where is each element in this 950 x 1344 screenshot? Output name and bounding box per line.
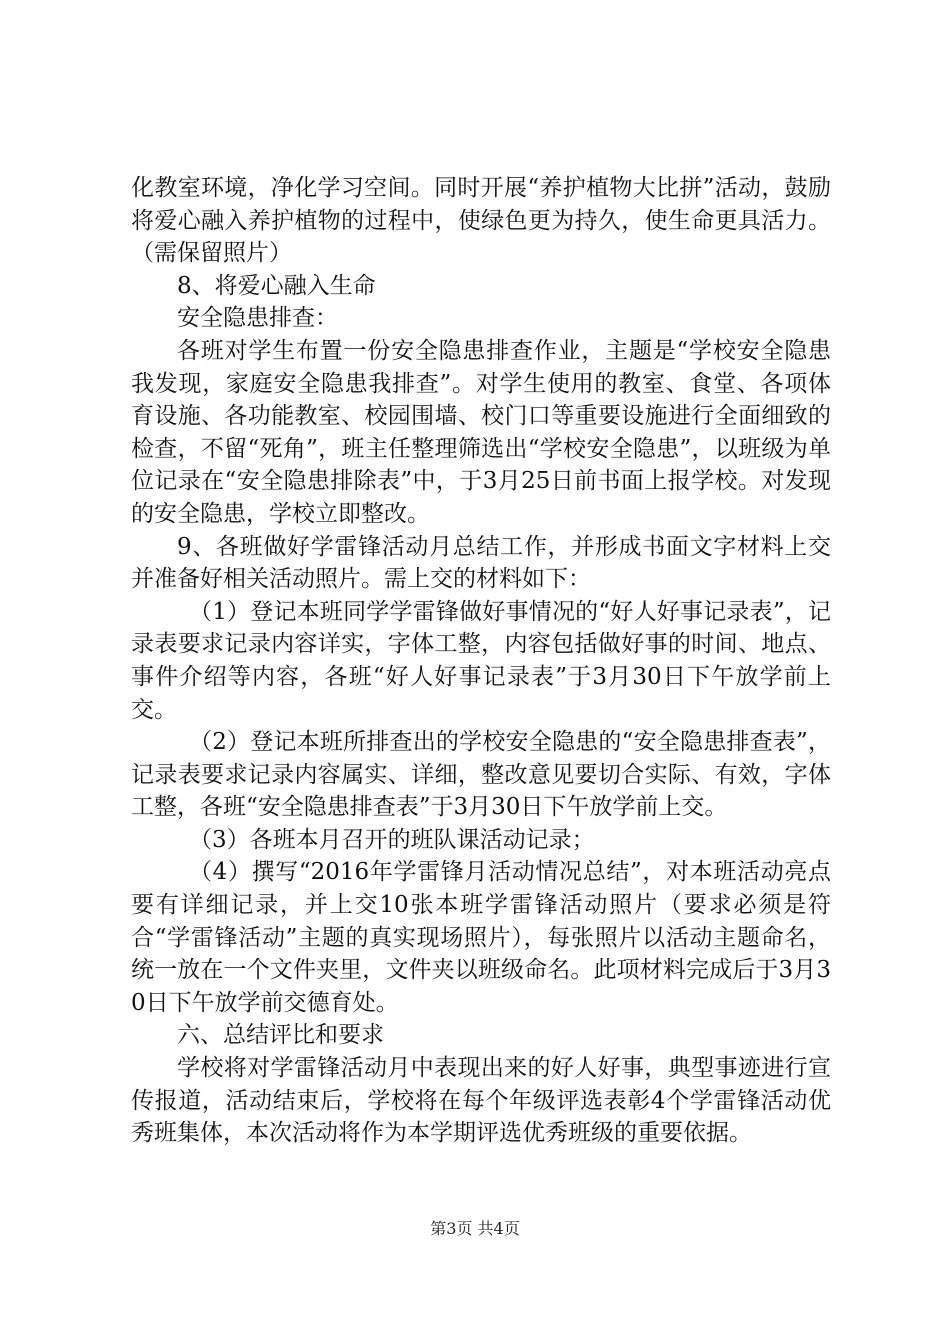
paragraph-safety-title: 安全隐患排查：	[177, 305, 338, 332]
paragraph-continuation: 化教室环境，净化学习空间。同时开展“养护植物大比拼”活动，鼓励将爱心融入养护植物的过程中，使绿色更为持久，使生命更具活力。（需保留照片）	[131, 175, 831, 267]
document-body	[131, 172, 831, 1150]
page-number-footer: 第3页 共4页	[430, 1219, 520, 1238]
paragraph-safety-body: 各班对学生布置一份安全隐患排查作业，主题是“学校安全隐患我发现，家庭安全隐患我排查”。对学生使用的教室、食堂、各项体育设施、各功能教室、校园围墙、校门口等重要设施进行全面细致的检查，不留“死角”，班主任整理筛选出“学校安全隐患”，以班级为单位记录在“安全隐患排除表”中，于3月25日前书面上报学校。对发现的安全隐患，学校立即整改。	[131, 337, 831, 527]
paragraph-section-6-heading: 六、总结评比和要求	[177, 1022, 384, 1049]
paragraph-item-9: 9、各班做好学雷锋活动月总结工作，并形成书面文字材料上交并准备好相关活动照片。需上交的材料如下：	[131, 533, 831, 593]
paragraph-item-9-3: （3）各班本月召开的班队课活动记录；	[189, 826, 595, 853]
paragraph-item-9-2: （2）登记本班所排查出的学校安全隐患的“安全隐患排查表”，记录表要求记录内容属实、详细，整改意见要切合实际、有效，字体工整，各班“安全隐患排查表”于3月30日下午放学前上交。	[131, 729, 831, 821]
paragraph-item-9-1: （1）登记本班同学学雷锋做好事情况的“好人好事记录表”，记录表要求记录内容详实，字体工整，内容包括做好事的时间、地点、事件介绍等内容，各班“好人好事记录表”于3月30日下午放学前上交。	[131, 598, 831, 723]
paragraph-item-9-4: （4）撰写“2016年学雷锋月活动情况总结”，对本班活动亮点要有详细记录，并上交10张本班学雷锋活动照片（要求必须是符合“学雷锋活动”主题的真实现场照片），每张照片以活动主题命名，统一放在一个文件夹里，文件夹以班级命名。此项材料完成后于3月30日下午放学前交德育处。	[131, 859, 831, 1016]
paragraph-section-6-body: 学校将对学雷锋活动月中表现出来的好人好事，典型事迹进行宣传报道，活动结束后，学校将在每个年级评选表彰4个学雷锋活动优秀班集体，本次活动将作为本学期评选优秀班级的重要依据。	[131, 1055, 831, 1147]
paragraph-item-8-heading: 8、将爱心融入生命	[177, 272, 376, 299]
